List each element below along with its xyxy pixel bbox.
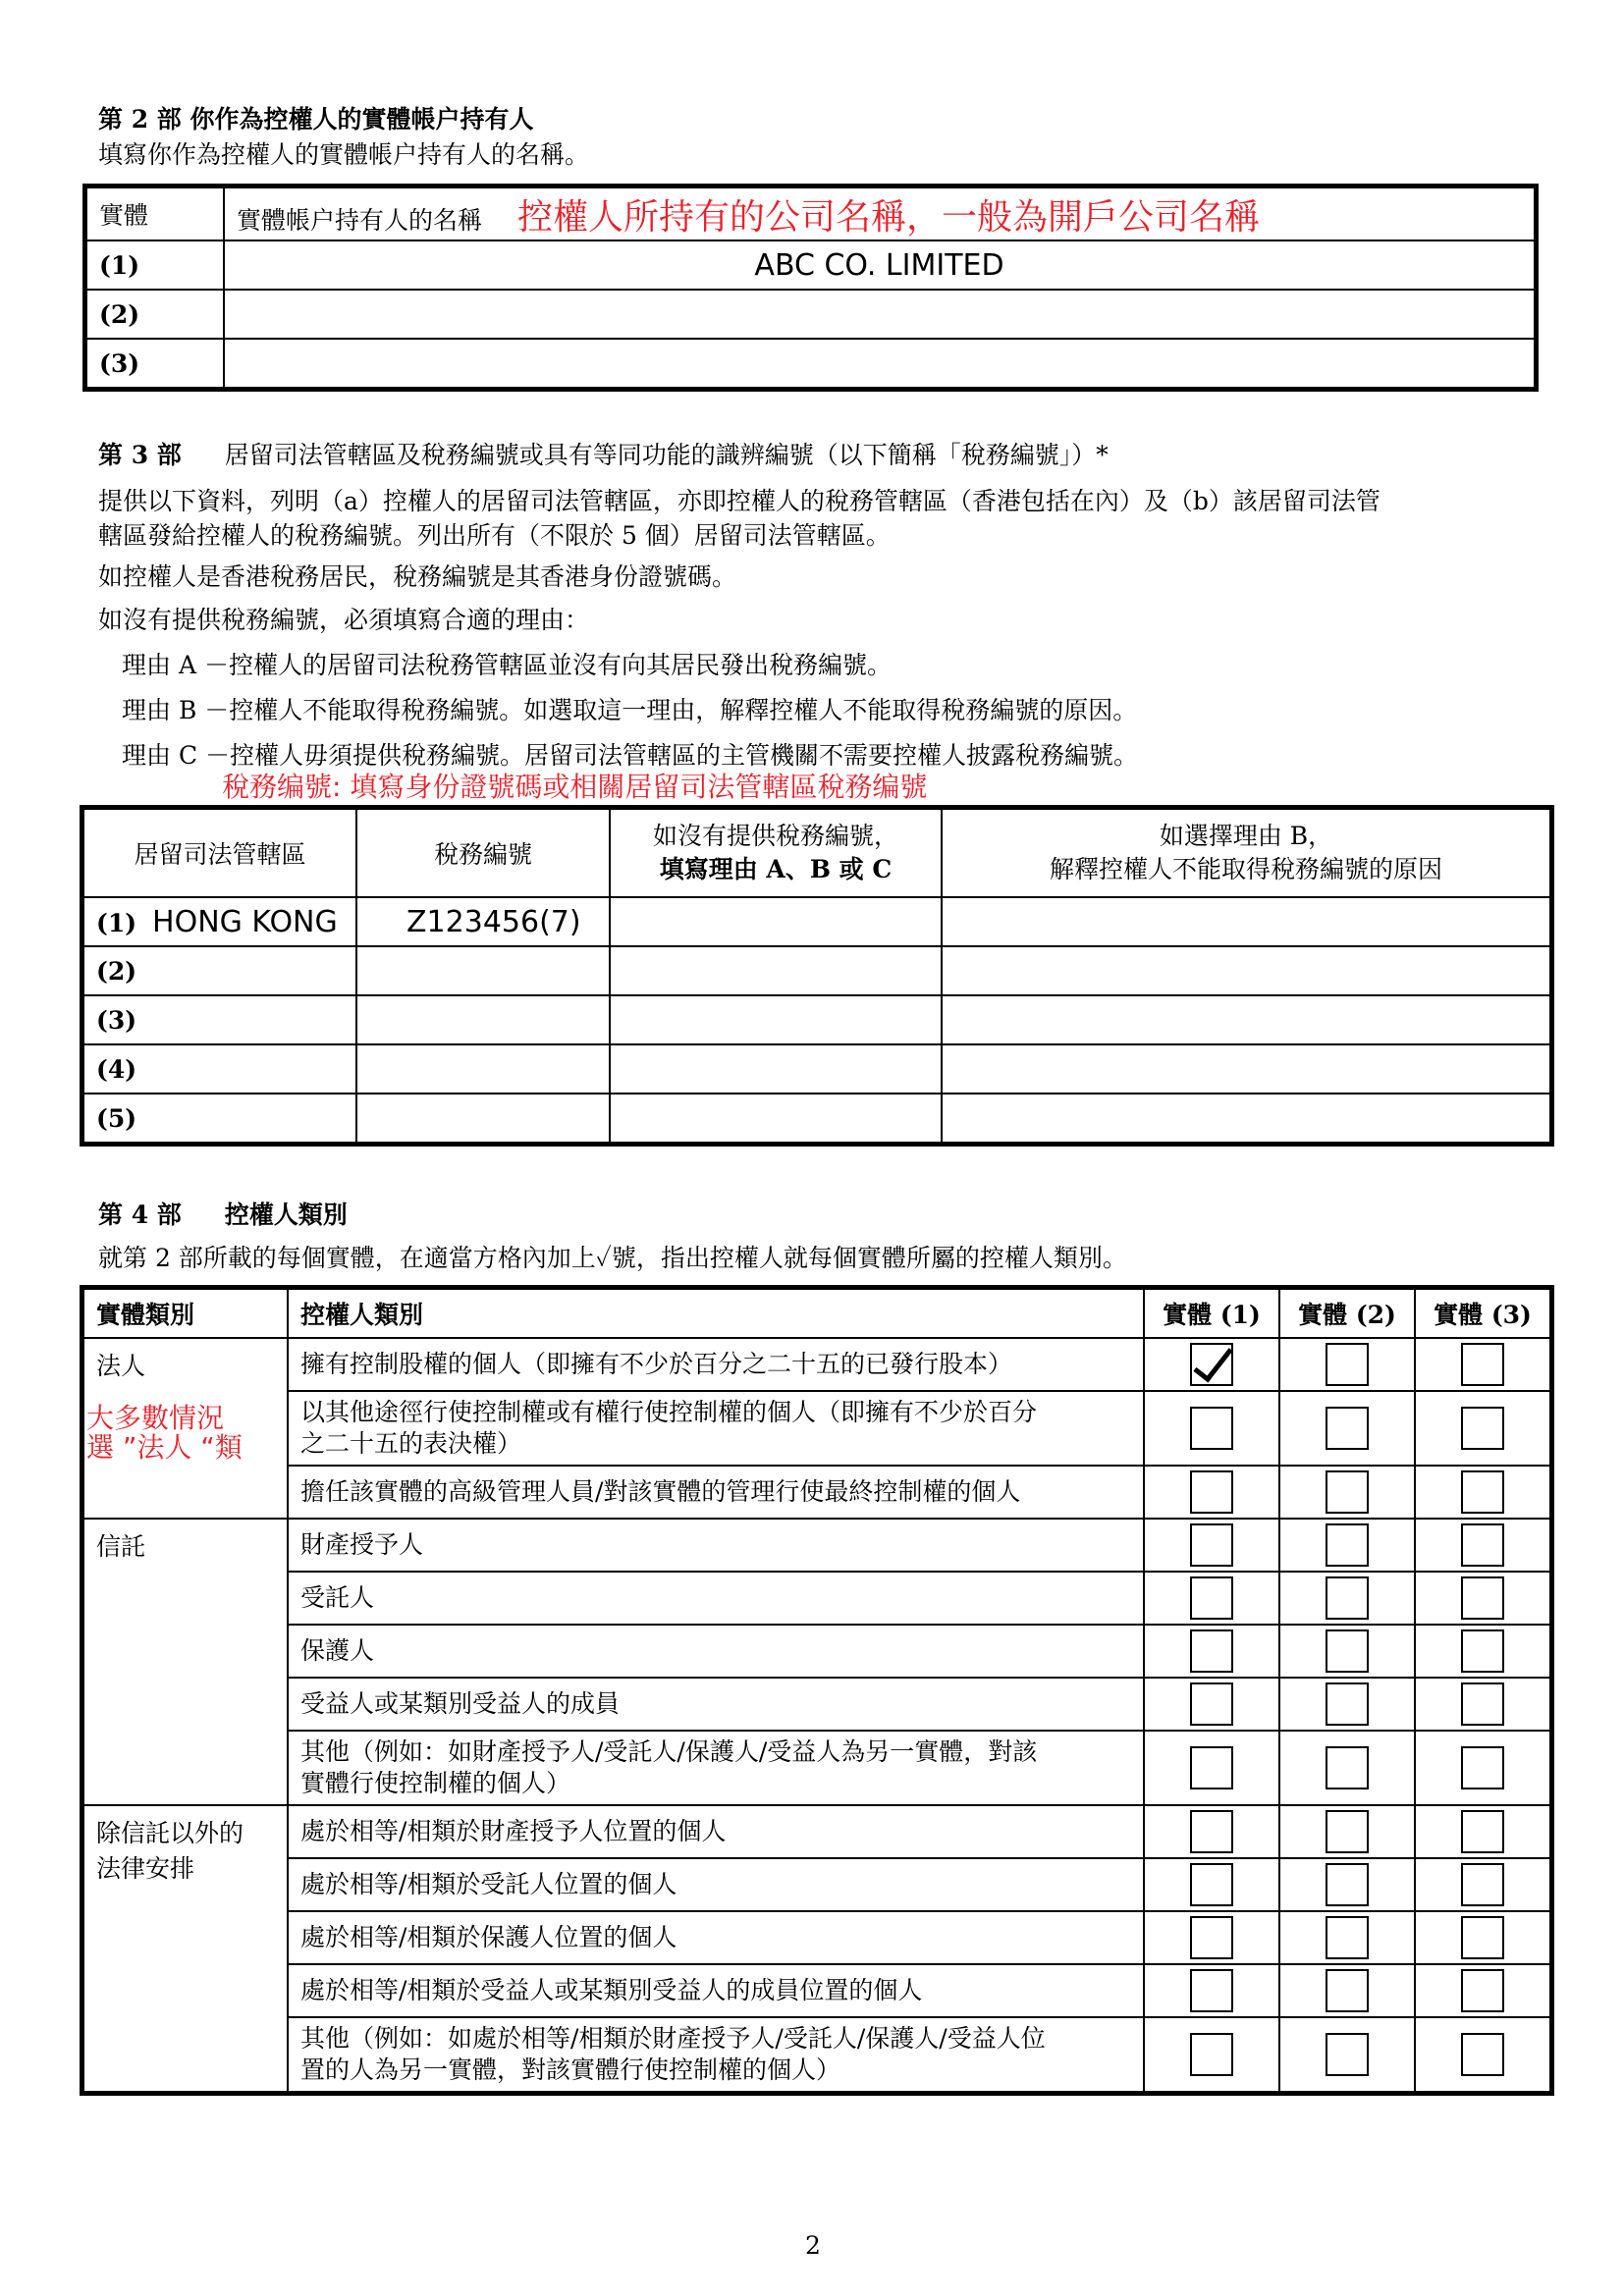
checkbox-cell-entity-1	[1144, 1519, 1279, 1572]
controller-type-line1: 其他（例如：如處於相等/相類於財產授予人/受託人/保護人/受益人位	[300, 2024, 1046, 2053]
tin-field-5[interactable]	[356, 1094, 610, 1143]
checkbox-cell-entity-3	[1415, 1731, 1550, 1805]
col-tin: 稅務編號	[356, 809, 610, 897]
checkbox[interactable]	[1461, 1682, 1504, 1726]
reason-a: 理由 A －控權人的居留司法稅務管轄區並沒有向其居民發出稅務編號。	[122, 651, 892, 679]
part2-annotation: 控權人所持有的公司名稱，一般為開戶公司名稱	[516, 196, 1260, 238]
col-name-label: 實體帳户持有人的名稱	[237, 205, 483, 235]
entity-type-category	[83, 1338, 288, 1519]
part4-body	[83, 1338, 1550, 2092]
entity-type-category	[83, 1805, 288, 2092]
checkbox-cell-entity-1	[1144, 1338, 1279, 1391]
tin-field-2[interactable]	[356, 946, 610, 995]
checkbox[interactable]	[1326, 1863, 1369, 1906]
checkbox[interactable]	[1190, 2033, 1233, 2076]
col-explain-line1: 如選擇理由 B，	[1159, 822, 1333, 850]
checkbox[interactable]	[1326, 1629, 1369, 1673]
row-label: (2)	[86, 290, 224, 339]
checkbox[interactable]	[1326, 1523, 1369, 1567]
checkbox-cell-entity-3	[1415, 1911, 1550, 1964]
checkbox[interactable]	[1326, 1407, 1369, 1450]
checkbox-cell-entity-1	[1144, 1572, 1279, 1625]
checkbox[interactable]	[1461, 1863, 1504, 1906]
part4-annotation	[86, 1404, 275, 1463]
col-controller-type: 控權人類別	[288, 1289, 1144, 1338]
jurisdiction-field-2[interactable]	[83, 946, 356, 995]
reason-field-5[interactable]	[610, 1094, 942, 1143]
checkbox-cell-entity-1	[1144, 1911, 1279, 1964]
checkbox[interactable]	[1326, 1470, 1369, 1514]
col-reason-line2: 填寫理由 A、B 或 C	[659, 855, 893, 883]
checkbox-cell-entity-1	[1144, 1466, 1279, 1519]
checkbox[interactable]	[1461, 1969, 1504, 2012]
part2-heading: 第 2 部 你作為控權人的實體帳户持有人	[98, 105, 534, 133]
controller-type-label	[288, 1572, 1144, 1625]
col-explain	[942, 809, 1550, 897]
jurisdiction-field-3[interactable]	[83, 995, 356, 1044]
category-label-line2: 法律安排	[96, 1854, 195, 1883]
part3-heading: 居留司法管轄區及稅務編號或具有等同功能的識辨編號（以下簡稱「稅務編號」）*	[224, 441, 1109, 469]
controller-type-line1: 其他（例如：如財產授予人/受託人/保護人/受益人為另一實體，對該	[300, 1737, 1038, 1766]
controller-type-line1: 擁有控制股權的個人（即擁有不少於百分之二十五的已發行股本）	[300, 1350, 1013, 1378]
part4-heading-line	[98, 1198, 348, 1233]
checkbox-cell-entity-2	[1279, 1805, 1415, 1858]
explain-field-5[interactable]	[942, 1094, 1550, 1143]
controller-type-line2: 之二十五的表決權）	[300, 1429, 522, 1458]
checkbox-cell-entity-2	[1279, 1391, 1415, 1466]
checkbox[interactable]	[1461, 1810, 1504, 1853]
reason-b: 理由 B －控權人不能取得稅務編號。如選取這一理由，解釋控權人不能取得稅務編號的原因。	[122, 696, 1138, 724]
checkbox-cell-entity-3	[1415, 1858, 1550, 1911]
entity-name-field-1[interactable]: ABC CO. LIMITED	[224, 240, 1535, 290]
reason-field-2[interactable]	[610, 946, 942, 995]
reason-field-3[interactable]	[610, 995, 942, 1044]
checkbox-cell-entity-3	[1415, 2017, 1550, 2092]
entity-type-category	[83, 1519, 288, 1805]
reason-c: 理由 C －控權人毋須提供稅務編號。居留司法管轄區的主管機關不需要控權人披露稅務編號。	[122, 741, 1139, 770]
checkbox[interactable]	[1326, 1682, 1369, 1726]
checkbox[interactable]	[1461, 1746, 1504, 1789]
controller-type-label	[288, 2017, 1144, 2092]
controller-type-line1: 財產授予人	[300, 1530, 424, 1559]
checkbox[interactable]	[1461, 1523, 1504, 1567]
checkbox[interactable]	[1190, 1682, 1233, 1726]
checkbox[interactable]	[1461, 1470, 1504, 1514]
checkbox[interactable]	[1461, 1916, 1504, 1959]
checkbox[interactable]	[1326, 1810, 1369, 1853]
checkbox-cell-entity-2	[1279, 1858, 1415, 1911]
jurisdiction-field-5[interactable]	[83, 1094, 356, 1143]
checkbox[interactable]	[1326, 1576, 1369, 1620]
col-entity: 實體	[86, 187, 224, 240]
reason-field-4[interactable]	[610, 1044, 942, 1094]
controller-type-label	[288, 1911, 1144, 1964]
controller-type-line1: 受託人	[300, 1583, 375, 1612]
col-entity-3: 實體 (3)	[1415, 1289, 1550, 1338]
reason-field-1[interactable]	[610, 897, 942, 946]
category-label: 信託	[96, 1532, 146, 1561]
explain-field-2[interactable]	[942, 946, 1550, 995]
jurisdiction-field-1[interactable]	[83, 897, 356, 946]
explain-field-4[interactable]	[942, 1044, 1550, 1094]
checkbox[interactable]	[1326, 1916, 1369, 1959]
part3-table	[82, 808, 1551, 1144]
checkbox-cell-entity-2	[1279, 1519, 1415, 1572]
controller-type-line2: 置的人為另一實體，對該實體行使控制權的個人）	[300, 2056, 841, 2084]
checkbox[interactable]	[1190, 1916, 1233, 1959]
checkbox[interactable]	[1326, 1969, 1369, 2012]
row-label: (3)	[86, 339, 224, 388]
checkbox-cell-entity-2	[1279, 1572, 1415, 1625]
checkbox-cell-entity-3	[1415, 1964, 1550, 2017]
category-label: 除信託以外的	[96, 1819, 244, 1847]
controller-type-line1: 擔任該實體的高級管理人員/對該實體的管理行使最終控制權的個人	[300, 1477, 1021, 1506]
annotation-line2: 選 ”法人 “類	[86, 1431, 243, 1464]
checkbox-cell-entity-2	[1279, 1911, 1415, 1964]
checkbox-cell-entity-2	[1279, 2017, 1415, 2092]
controller-type-line1: 處於相等/相類於財產授予人位置的個人	[300, 1817, 727, 1845]
row-label: (3)	[96, 1005, 137, 1035]
checkbox[interactable]	[1190, 1810, 1233, 1853]
checkbox[interactable]	[1461, 1343, 1504, 1386]
checkbox-cell-entity-3	[1415, 1338, 1550, 1391]
col-entity-2: 實體 (2)	[1279, 1289, 1415, 1338]
checkbox[interactable]	[1461, 1576, 1504, 1620]
part4-heading-num: 第 4 部	[98, 1201, 182, 1229]
checkbox-cell-entity-3	[1415, 1391, 1550, 1466]
part3-para2: 如控權人是香港稅務居民，稅務編號是其香港身份證號碼。	[98, 562, 737, 591]
controller-type-line1: 以其他途徑行使控制權或有權行使控制權的個人（即擁有不少於百分	[300, 1398, 1038, 1426]
row-label: (5)	[96, 1103, 137, 1133]
checkbox[interactable]	[1190, 1629, 1233, 1673]
controller-type-line1: 處於相等/相類於受益人或某類別受益人的成員位置的個人	[300, 1976, 923, 2004]
row-label: (4)	[96, 1054, 137, 1084]
row-label: (1)	[86, 240, 224, 290]
page-number: 2	[805, 2231, 821, 2260]
part2-table	[85, 187, 1536, 389]
checkbox[interactable]	[1326, 1343, 1369, 1386]
checkbox[interactable]	[1190, 1863, 1233, 1906]
checkbox-cell-entity-3	[1415, 1466, 1550, 1519]
controller-type-line2: 實體行使控制權的個人）	[300, 1769, 571, 1797]
checkbox-cell-entity-2	[1279, 1466, 1415, 1519]
checkbox-cell-entity-1	[1144, 1678, 1279, 1731]
checkbox[interactable]	[1190, 1523, 1233, 1567]
part3-para3: 如沒有提供稅務編號，必須填寫合適的理由：	[98, 606, 590, 634]
col-entity-type: 實體類別	[83, 1289, 288, 1338]
checkbox-cell-entity-1	[1144, 1805, 1279, 1858]
checkbox[interactable]	[1190, 1470, 1233, 1514]
checkbox-cell-entity-2	[1279, 1625, 1415, 1678]
category-label: 法人	[96, 1352, 146, 1380]
col-jurisdiction: 居留司法管轄區	[83, 809, 356, 897]
col-reason-line1: 如沒有提供稅務編號，	[652, 822, 898, 850]
checkbox[interactable]	[1190, 1746, 1233, 1789]
checkbox-cell-entity-3	[1415, 1572, 1550, 1625]
part4-table	[82, 1288, 1551, 2093]
controller-type-label	[288, 1964, 1144, 2017]
checkbox[interactable]	[1461, 2033, 1504, 2076]
row-label: (2)	[96, 956, 137, 986]
part4-heading: 控權人類別	[224, 1201, 348, 1229]
checkbox[interactable]	[1326, 1746, 1369, 1789]
controller-type-label	[288, 1625, 1144, 1678]
checkbox-cell-entity-1	[1144, 1858, 1279, 1911]
checkbox[interactable]	[1461, 1407, 1504, 1450]
part2-instruction: 填寫你作為控權人的實體帳户持有人的名稱。	[98, 140, 590, 169]
col-explain-line2: 解釋控權人不能取得稅務編號的原因	[1049, 855, 1442, 883]
checkbox-cell-entity-1	[1144, 1625, 1279, 1678]
tin-field-1[interactable]: Z123456(7)	[356, 897, 610, 946]
checkbox-cell-entity-1	[1144, 2017, 1279, 2092]
controller-type-label	[288, 1391, 1144, 1466]
part3-heading-num: 第 3 部	[98, 441, 182, 469]
checkbox[interactable]	[1190, 1576, 1233, 1620]
checkbox[interactable]	[1190, 1407, 1233, 1450]
entity-name-field-2[interactable]	[224, 290, 1535, 339]
part4-instruction: 就第 2 部所載的每個實體，在適當方格內加上✓號，指出控權人就每個實體所屬的控權人類別。	[98, 1244, 1127, 1272]
checkbox-cell-entity-2	[1279, 1338, 1415, 1391]
controller-type-label	[288, 1678, 1144, 1731]
controller-type-label	[288, 1731, 1144, 1805]
checkbox[interactable]	[1190, 1969, 1233, 2012]
col-reason	[610, 809, 942, 897]
checkbox-cell-entity-3	[1415, 1678, 1550, 1731]
controller-type-label	[288, 1805, 1144, 1858]
col-name	[224, 187, 1535, 240]
controller-type-line1: 處於相等/相類於保護人位置的個人	[300, 1923, 677, 1951]
tin-field-4[interactable]	[356, 1044, 610, 1094]
entity-name-field-3[interactable]	[224, 339, 1535, 388]
controller-type-label	[288, 1858, 1144, 1911]
checkbox-cell-entity-1	[1144, 1964, 1279, 2017]
checkbox-cell-entity-3	[1415, 1625, 1550, 1678]
part3-para1-line2: 轄區發給控權人的稅務編號。列出所有（不限於 5 個）居留司法管轄區。	[98, 521, 891, 550]
explain-field-3[interactable]	[942, 995, 1550, 1044]
checkbox[interactable]	[1326, 2033, 1369, 2076]
part3-heading-line	[98, 438, 1109, 473]
row-label: (1)	[96, 908, 137, 937]
checkbox-cell-entity-2	[1279, 1678, 1415, 1731]
checkbox[interactable]	[1461, 1629, 1504, 1673]
checkbox-checked[interactable]	[1190, 1343, 1233, 1386]
checkbox-cell-entity-3	[1415, 1519, 1550, 1572]
col-entity-1: 實體 (1)	[1144, 1289, 1279, 1338]
checkbox-cell-entity-1	[1144, 1391, 1279, 1466]
annotation-line1: 大多數情況	[86, 1402, 225, 1434]
controller-type-label	[288, 1519, 1144, 1572]
checkbox-cell-entity-3	[1415, 1805, 1550, 1858]
checkbox-cell-entity-2	[1279, 1731, 1415, 1805]
jurisdiction-field-4[interactable]	[83, 1044, 356, 1094]
controller-type-label	[288, 1466, 1144, 1519]
part3-para1-line1: 提供以下資料，列明（a）控權人的居留司法管轄區，亦即控權人的稅務管轄區（香港包括在內）及（b）該居留司法管	[98, 487, 1380, 515]
explain-field-1[interactable]	[942, 897, 1550, 946]
controller-type-line1: 保護人	[300, 1636, 375, 1665]
controller-type-label	[288, 1338, 1144, 1391]
controller-type-line1: 受益人或某類別受益人的成員	[300, 1689, 621, 1718]
checkbox-cell-entity-1	[1144, 1731, 1279, 1805]
checkbox-cell-entity-2	[1279, 1964, 1415, 2017]
tin-field-3[interactable]	[356, 995, 610, 1044]
part3-annotation: 稅務编號: 填寫身份證號碼或相關居留司法管轄區稅務编號	[222, 771, 928, 803]
controller-type-line1: 處於相等/相類於受託人位置的個人	[300, 1870, 677, 1898]
jurisdiction-value: HONG KONG	[152, 904, 338, 939]
